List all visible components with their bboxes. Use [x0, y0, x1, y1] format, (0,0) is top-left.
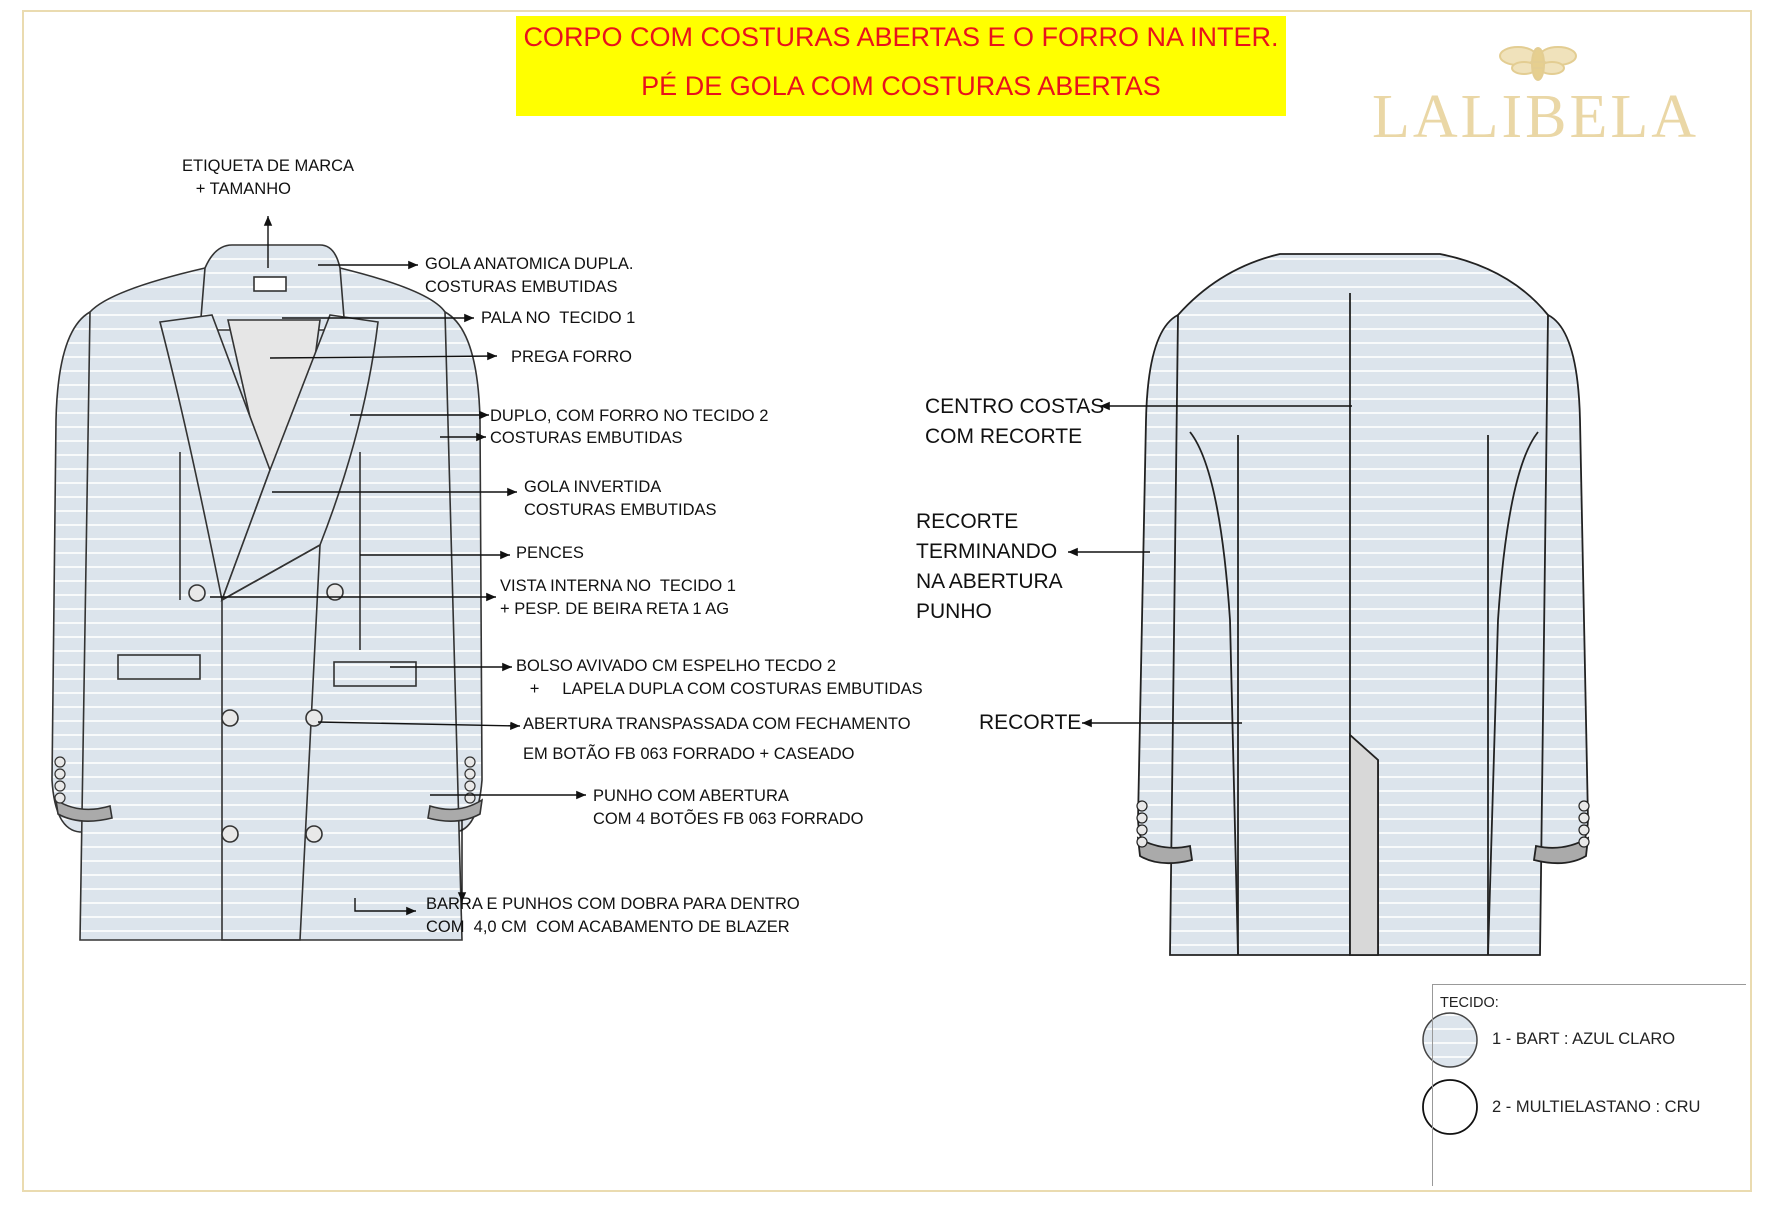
note-pocket: BOLSO AVIVADO CM ESPELHO TECDO 2 + LAPELA DUPLA COM COSTURAS EMBUTIDAS: [516, 657, 923, 698]
vent-lining: [1350, 735, 1378, 955]
note-cuff: PUNHO COM ABERTURA COM 4 BOTÕES FB 063 FORRADO: [593, 787, 864, 828]
note-collar: GOLA ANATOMICA DUPLA. COSTURAS EMBUTIDAS: [425, 255, 634, 296]
note-double-lining: DUPLO, COM FORRO NO TECIDO 2: [490, 407, 769, 425]
note-seam: RECORTE: [979, 711, 1082, 734]
note-brand-label: ETIQUETA DE MARCA + TAMANHO: [182, 157, 355, 198]
banner-line-1: CORPO COM COSTURAS ABERTAS E O FORRO NA INTER.: [523, 22, 1279, 52]
banner-line-2: PÉ DE GOLA COM COSTURAS ABERTAS: [641, 71, 1161, 101]
back-view: [1137, 254, 1589, 955]
note-lining-pleat: PREGA FORRO: [511, 348, 633, 366]
legend-title: TECIDO:: [1440, 995, 1499, 1011]
fabric-legend: [1432, 984, 1746, 1186]
pocket-flap-right: [334, 662, 416, 686]
pocket-flap-left: [118, 655, 200, 679]
note-seam-to-vent: RECORTE TERMINANDO NA ABERTURA PUNHO: [916, 510, 1063, 623]
note-seams: COSTURAS EMBUTIDAS: [490, 429, 683, 447]
note-yoke: PALA NO TECIDO 1: [481, 309, 636, 327]
legend-item-2-label: 2 - MULTIELASTANO : CRU: [1492, 1098, 1701, 1116]
note-darts: PENCES: [516, 544, 584, 562]
note-center-back: CENTRO COSTAS COM RECORTE: [925, 395, 1105, 448]
legend-item-1-label: 1 - BART : AZUL CLARO: [1492, 1030, 1676, 1048]
brand-name: LALIBELA: [1372, 83, 1700, 151]
note-hem: BARRA E PUNHOS COM DOBRA PARA DENTRO COM 4,0 CM COM ACABAMENTO DE BLAZER: [426, 895, 800, 936]
front-view: [52, 245, 482, 940]
note-inverted-collar: GOLA INVERTIDA COSTURAS EMBUTIDAS: [524, 478, 717, 519]
brand-label: [254, 277, 286, 291]
note-facing: VISTA INTERNA NO TECIDO 1 + PESP. DE BEIRA RETA 1 AG: [500, 577, 736, 618]
note-closure: ABERTURA TRANSPASSADA COM FECHAMENTO EM BOTÃO FB 063 FORRADO + CASEADO: [523, 715, 911, 763]
